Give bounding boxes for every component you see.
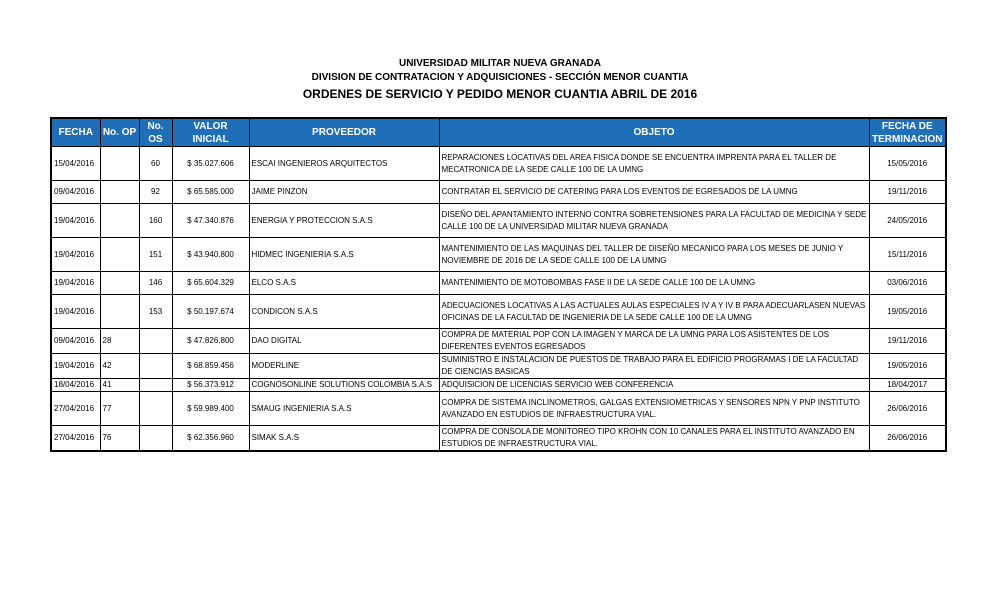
table-row [51,238,946,272]
cell-fecha: 15/04/2016 [51,147,100,181]
cell-fecha: 19/04/2016 [51,295,100,329]
col-header-valor: VALOR INICIAL [172,118,249,147]
cell-terminacion: 03/06/2016 [869,272,946,295]
cell-op: 28 [100,329,139,354]
table-row [51,426,946,452]
cell-valor: $ 56.373.912 [172,379,249,392]
table-row [51,181,946,204]
cell-valor: $ 68.859.456 [172,354,249,379]
cell-valor: $ 35.027.606 [172,147,249,181]
cell-objeto: ADQUISICION DE LICENCIAS SERVICIO WEB CONFERENCIA [439,379,869,392]
cell-op [100,238,139,272]
table-row [51,354,946,379]
cell-valor: $ 65.585.000 [172,181,249,204]
cell-op [100,204,139,238]
cell-os: 151 [139,238,172,272]
cell-proveedor: MODERLINE [249,354,439,379]
col-header-os: No. OS [139,118,172,147]
university-name: UNIVERSIDAD MILITAR NUEVA GRANADA [398,58,602,69]
cell-terminacion: 24/05/2016 [869,204,946,238]
cell-terminacion: 19/05/2016 [869,354,946,379]
report-title: ORDENES DE SERVICIO Y PEDIDO MENOR CUANTIA ABRIL DE 2016 [302,87,698,101]
cell-proveedor: SMAUG INGENIERIA S.A.S [249,392,439,426]
cell-proveedor: HIDMEC INGENIERIA S.A.S [249,238,439,272]
orders-table [50,117,947,452]
cell-terminacion: 18/04/2017 [869,379,946,392]
cell-proveedor: ELCO S.A.S [249,272,439,295]
table-row [51,295,946,329]
cell-fecha: 19/04/2016 [51,238,100,272]
cell-fecha: 27/04/2016 [51,392,100,426]
table-row [51,392,946,426]
cell-objeto: COMPRA DE SISTEMA INCLINOMETROS, GALGAS EXTENSIOMETRICAS Y SENSORES NPN Y PNP INSTITUTO AVANZADO EN ESTUDIOS DE INFRAESTRUCTURA VIAL. [439,392,869,426]
division-name: DIVISION DE CONTRATACION Y ADQUISICIONES - SECCIÓN MENOR CUANTIA [311,72,689,83]
cell-proveedor: DAO DIGITAL [249,329,439,354]
cell-os [139,392,172,426]
cell-op [100,272,139,295]
table-row [51,204,946,238]
cell-valor: $ 59.989.400 [172,392,249,426]
cell-os [139,426,172,452]
cell-proveedor: CONDICON S.A.S [249,295,439,329]
table-row [51,272,946,295]
cell-valor: $ 43.940.800 [172,238,249,272]
cell-op: 41 [100,379,139,392]
cell-fecha: 09/04/2016 [51,329,100,354]
cell-terminacion: 19/11/2016 [869,329,946,354]
cell-valor: $ 62.356.960 [172,426,249,452]
col-header-objeto: OBJETO [439,118,869,147]
cell-fecha: 19/04/2016 [51,204,100,238]
cell-op: 76 [100,426,139,452]
table-header-row [51,118,946,147]
cell-objeto: MANTENIMIENTO DE LAS MAQUINAS DEL TALLER DE DISEÑO MECANICO PARA LOS MESES DE JUNIO Y NOVIEMBRE DE 2016 DE LA SEDE CALLE 100 DE LA UMNG [439,238,869,272]
cell-proveedor: JAIME PINZON [249,181,439,204]
cell-objeto: DISEÑO DEL APANTAMIENTO INTERNO CONTRA SOBRETENSIONES PARA LA FACULTAD DE MEDICINA Y SEDE CALLE 100 DE LA UNIVERSIDAD MILITAR NUEVA GRANADA [439,204,869,238]
cell-op [100,147,139,181]
cell-objeto: SUMINISTRO E INSTALACION DE PUESTOS DE TRABAJO PARA EL EDIFICIO PROGRAMAS I DE LA FACULTAD DE CIENCIAS BASICAS [439,354,869,379]
cell-objeto: REPARACIONES LOCATIVAS DEL AREA FISICA DONDE SE ENCUENTRA IMPRENTA PARA EL TALLER DE MECATRONICA DE LA SEDE CALLE 100 DE LA UMNG [439,147,869,181]
cell-op [100,295,139,329]
cell-op: 77 [100,392,139,426]
cell-terminacion: 15/05/2016 [869,147,946,181]
cell-terminacion: 26/06/2016 [869,392,946,426]
cell-fecha: 09/04/2016 [51,181,100,204]
table-row [51,379,946,392]
cell-os: 160 [139,204,172,238]
cell-fecha: 19/04/2016 [51,272,100,295]
cell-op [100,181,139,204]
cell-objeto: COMPRA DE MATERIAL POP CON LA IMAGEN Y MARCA DE LA UMNG PARA LOS ASISTENTES DE LOS DIFERENTES EVENTOS EGRESADOS [439,329,869,354]
cell-valor: $ 50.197.674 [172,295,249,329]
col-header-fecha: FECHA [51,118,100,147]
cell-fecha: 19/04/2016 [51,354,100,379]
cell-os: 153 [139,295,172,329]
cell-valor: $ 47.826.800 [172,329,249,354]
cell-valor: $ 65.604.329 [172,272,249,295]
table-row [51,147,946,181]
cell-objeto: ADECUACIONES LOCATIVAS A LAS ACTUALES AULAS ESPECIALES IV A Y IV B PARA ADECUARLASEN NUEVAS OFICINAS DE LA FACULTAD DE INGENIERIA DE LA SEDE CALLE 100 DE LA UMNG [439,295,869,329]
cell-terminacion: 15/11/2016 [869,238,946,272]
cell-op: 42 [100,354,139,379]
cell-os: 146 [139,272,172,295]
cell-os: 92 [139,181,172,204]
cell-os [139,354,172,379]
col-header-op: No. OP [100,118,139,147]
cell-proveedor: SIMAK S.A.S [249,426,439,452]
cell-os [139,329,172,354]
cell-valor: $ 47.340.876 [172,204,249,238]
cell-terminacion: 19/11/2016 [869,181,946,204]
table-row [51,329,946,354]
cell-terminacion: 26/06/2016 [869,426,946,452]
cell-objeto: MANTENIMIENTO DE MOTOBOMBAS FASE II DE LA SEDE CALLE 100 DE LA UMNG [439,272,869,295]
cell-proveedor: ENERGIA Y PROTECCION S.A.S [249,204,439,238]
cell-os [139,379,172,392]
cell-fecha: 27/04/2016 [51,426,100,452]
cell-terminacion: 19/05/2016 [869,295,946,329]
cell-objeto: CONTRATAR EL SERVICIO DE CATERING PARA LOS EVENTOS DE EGRESADOS DE LA UMNG [439,181,869,204]
cell-proveedor: ESCAI INGENIEROS ARQUITECTOS [249,147,439,181]
cell-proveedor: COGNOSONLINE SOLUTIONS COLOMBIA S.A.S [249,379,439,392]
cell-objeto: COMPRA DE CONSOLA DE MONITOREO TIPO KROHN CON 10 CANALES PARA EL INSTITUTO AVANZADO EN ESTUDIOS DE INFRAESTRUCTURA VIAL. [439,426,869,452]
col-header-terminacion: FECHA DE TERMINACION [869,118,946,147]
cell-os: 60 [139,147,172,181]
cell-fecha: 18/04/2016 [51,379,100,392]
document-header [0,0,1000,102]
col-header-proveedor: PROVEEDOR [249,118,439,147]
